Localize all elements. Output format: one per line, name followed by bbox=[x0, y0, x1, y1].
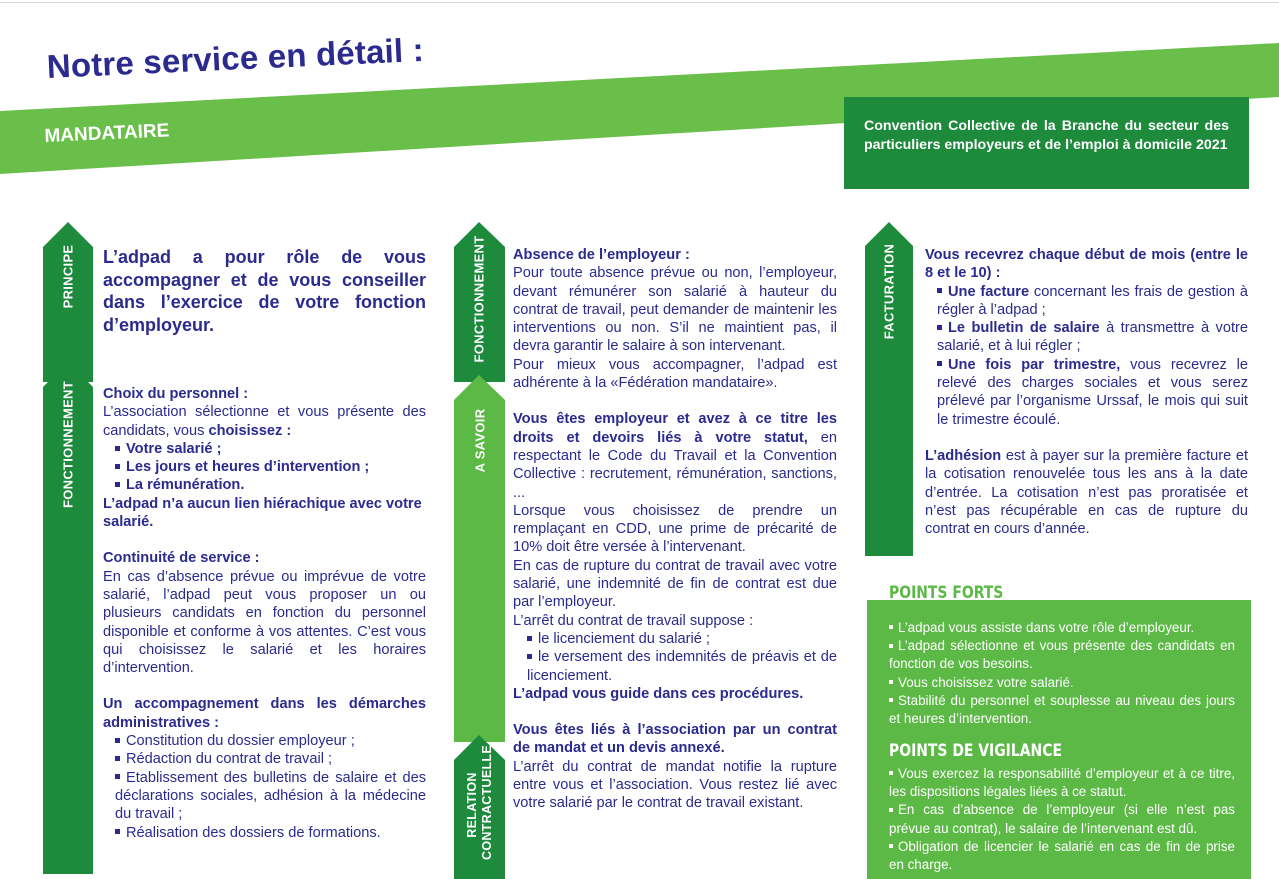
fact-item: Une facture concernant les frais de gestion à régler à l’adpad ; bbox=[937, 283, 1248, 318]
column-2 bbox=[513, 246, 837, 813]
choix-item: La rémunération. bbox=[103, 476, 426, 494]
mandat-title: Vous êtes liés à l’association par un contrat de mandat et un devis annexé. bbox=[513, 722, 837, 757]
accomp-title: Un accompagnement dans les démarches administratives : bbox=[103, 696, 426, 731]
relation-label: RELATION CONTRACTUELLE bbox=[465, 744, 494, 860]
federation-text: Pour mieux vous accompagner, l’adpad est adhérente à la «Fédération mandataire». bbox=[513, 356, 837, 392]
cdd-text: Lorsque vous choisissez de prendre un remplaçant en CDD, une prime de précarité de 10% doit être versée à l’intervenant. bbox=[513, 502, 837, 556]
accomp-item: Réalisation des dossiers de formations. bbox=[103, 824, 426, 842]
fact-item: Le bulletin de salaire à transmettre à votre salarié, et à lui régler ; bbox=[937, 320, 1248, 355]
points-forts-item: L’adpad sélectionne et vous présente des candidats en fonction de vos besoins. bbox=[889, 638, 1235, 672]
vigilance-item: En cas d’absence de l’employeur (si elle n’est pas prévue au contrat), le salaire de l’intervenant est dû. bbox=[889, 802, 1235, 836]
points-forts-list bbox=[889, 619, 1235, 728]
section-subtitle: MANDATAIRE bbox=[44, 120, 170, 147]
points-box bbox=[867, 583, 1251, 879]
mandat-text: L’arrêt du contrat de mandat notifie la rupture entre vous et l’association. Vous restez lié avec votre salarié par le contrat de travail existant. bbox=[513, 758, 837, 812]
accomp-item: Constitution du dossier employeur ; bbox=[103, 732, 426, 750]
arret-item: le versement des indemnités de préavis et de licenciement. bbox=[527, 649, 837, 684]
absence-text: Pour toute absence prévue ou non, l’employeur, devant rémunérer son salarié à hauteur du contrat de travail, peut demander de maintenir les interventions ou non. S’il ne maintient pas, il devra garantir le salaire à son intervenant. bbox=[513, 265, 837, 355]
lien-text: L’adpad n’a aucun lien hiérachique avec votre salarié. bbox=[103, 495, 422, 531]
choix-title: Choix du personnel : bbox=[103, 386, 249, 402]
fact-item: Une fois par trimestre, vous recevrez le relevé des charges sociales et vous serez prélevé par l’organisme Urssaf, le mois qui suit le trimestre écoulé. bbox=[937, 356, 1248, 428]
vigilance-title: POINTS DE VIGILANCE bbox=[889, 741, 1062, 761]
a-savoir-label: A SAVOIR bbox=[472, 408, 488, 473]
guide-text: L’adpad vous guide dans ces procédures. bbox=[513, 685, 804, 702]
accomp-item: Etablissement des bulletins de salaire et des déclarations sociales, adhésion à la médecine du travail ; bbox=[115, 769, 426, 823]
points-forts-item: L’adpad vous assiste dans votre rôle d’employeur. bbox=[889, 619, 1235, 637]
lead-text: L’adpad a pour rôle de vous accompagner et de vous conseiller dans l’exercice de votre fonction d’employeur. bbox=[103, 247, 426, 335]
rupture-text: En cas de rupture du contrat de travail avec votre salarié, une indemnité de fin de contrat est due par l’employeur. bbox=[513, 557, 837, 611]
choix-item: Les jours et heures d’intervention ; bbox=[103, 458, 426, 476]
fonctionnement-label: FONCTIONNEMENT bbox=[60, 381, 76, 508]
vigilance-item: Vous exercez la responsabilité d’employeur et à ce titre, les dispositions légales liées à ce statut. bbox=[889, 766, 1235, 800]
principe-label: PRINCIPE bbox=[60, 244, 76, 309]
column-3 bbox=[925, 246, 1248, 538]
arret-item: le licenciement du salarié ; bbox=[513, 630, 837, 648]
continuite-text: En cas d’absence prévue ou imprévue de votre salarié, l’adpad peut vous proposer un ou plusieurs candidats en fonction du personnel disponible et conforme à vos attentes. C’est vous qui choisissez le salarié et les horaires d’intervention. bbox=[103, 568, 426, 677]
page-title: Notre service en détail : bbox=[46, 30, 425, 85]
fact-title: Vous recevrez chaque début de mois (entre le 8 et le 10) : bbox=[925, 247, 1248, 282]
fonctionnement-label-2: FONCTIONNEMENT bbox=[471, 235, 487, 363]
choix-item: Votre salarié ; bbox=[103, 440, 426, 458]
vigilance-list bbox=[889, 765, 1235, 874]
accomp-item: Rédaction du contrat de travail ; bbox=[103, 750, 426, 768]
points-forts-item: Vous choisissez votre salarié. bbox=[889, 674, 1235, 692]
adhesion-text: L’adhésion est à payer sur la première facture et la cotisation renouvelée tous les ans à la date d’entrée. La cotisation n’est pas proratisée et n’est pas récupérable en cas de rupture du contrat en cours d’année. bbox=[925, 447, 1248, 538]
droits-text: Vous êtes employeur et avez à ce titre les droits et devoirs liés à votre statut, en respectant le Code du Travail et la Convention Collective : recrutement, rémunération, sanctions, ... bbox=[513, 411, 837, 501]
choix-text: L’association sélectionne et vous présente des candidats, vous choisissez : bbox=[103, 404, 426, 439]
column-1 bbox=[103, 246, 426, 842]
vigilance-item: Obligation de licencier le salarié en cas de fin de prise en charge. bbox=[889, 838, 1235, 873]
points-forts-title: POINTS FORTS bbox=[889, 583, 1004, 603]
arret-text: L’arrêt du contrat de travail suppose : bbox=[513, 612, 754, 629]
facturation-label: FACTURATION bbox=[881, 243, 897, 340]
continuite-title: Continuité de service : bbox=[103, 550, 260, 567]
convention-box: Convention Collective de la Branche du secteur des particuliers employeurs et de l’emploi à domicile 2021 bbox=[844, 97, 1249, 189]
absence-title: Absence de l’employeur : bbox=[513, 247, 690, 263]
points-forts-item: Stabilité du personnel et souplesse au niveau des jours et heures d’intervention. bbox=[889, 692, 1235, 727]
